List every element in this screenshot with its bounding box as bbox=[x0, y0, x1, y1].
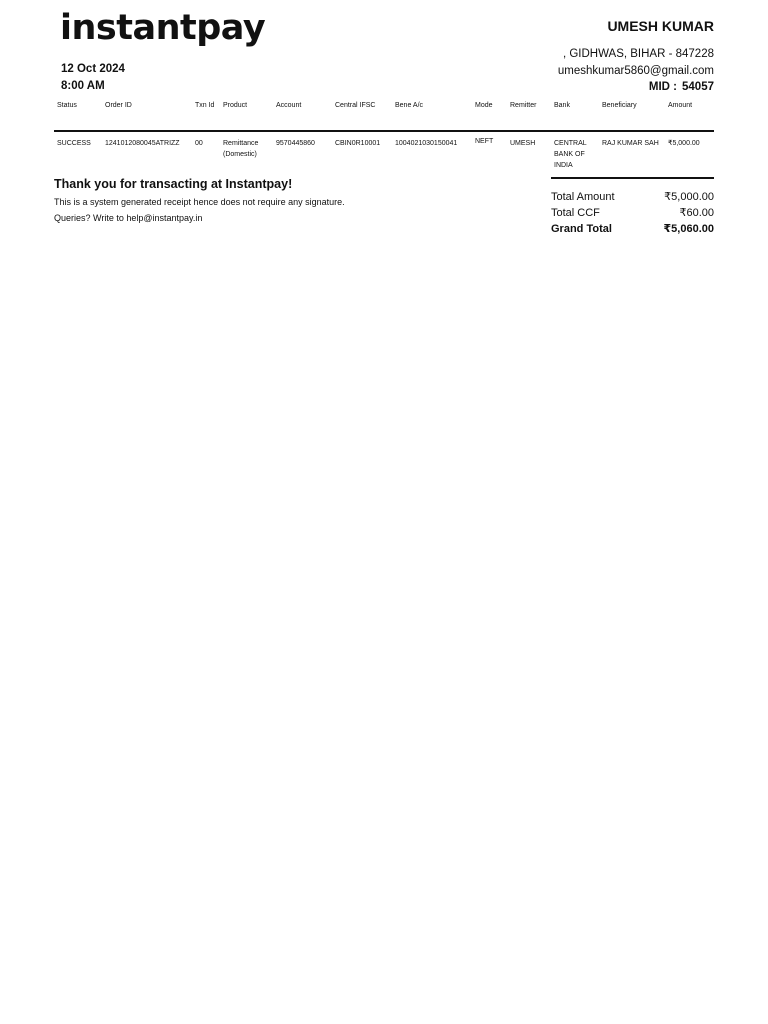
header-product: Product bbox=[220, 98, 273, 131]
instantpay-logo: instantpay bbox=[60, 8, 266, 48]
total-amount-value: ₹5,000.00 bbox=[664, 191, 714, 203]
header-txn-id: Txn Id bbox=[192, 98, 220, 131]
header-beneficiary: Beneficiary bbox=[599, 98, 665, 131]
header-amount: Amount bbox=[665, 98, 714, 131]
header-bank: Bank bbox=[551, 98, 599, 131]
grand-total-label: Grand Total bbox=[551, 223, 612, 235]
grand-total-row bbox=[551, 221, 714, 237]
merchant-name: UMESH KUMAR bbox=[607, 18, 714, 34]
cell-mode: NEFT bbox=[475, 138, 494, 145]
header-status: Status bbox=[54, 98, 102, 131]
mid-value: 54057 bbox=[682, 81, 714, 93]
total-ccf-row bbox=[551, 205, 714, 221]
cell-bank: CENTRAL BANK OF INDIA bbox=[554, 140, 587, 169]
cell-account: 9570445860 bbox=[276, 140, 315, 147]
cell-beneficiary: RAJ KUMAR SAH bbox=[602, 140, 659, 147]
cell-ifsc: CBIN0R10001 bbox=[335, 140, 381, 147]
receipt-time: 8:00 AM bbox=[61, 80, 105, 92]
header-bene-ac: Bene A/c bbox=[392, 98, 472, 131]
queries-note: Queries? Write to help@instantpay.in bbox=[54, 213, 203, 223]
table-row bbox=[54, 131, 714, 171]
cell-product: Remittance (Domestic) bbox=[223, 140, 259, 158]
header-account: Account bbox=[273, 98, 332, 131]
merchant-email: umeshkumar5860@gmail.com bbox=[557, 65, 714, 77]
total-ccf-label: Total CCF bbox=[551, 207, 600, 219]
cell-bene-ac: 1004021030150041 bbox=[395, 140, 458, 147]
table-header-row bbox=[54, 98, 714, 131]
cell-order-id: 1241012080045ATRIZZ bbox=[105, 140, 180, 147]
transaction-table bbox=[54, 98, 714, 171]
mid-label: MID : bbox=[648, 81, 678, 93]
thank-you-message: Thank you for transacting at Instantpay! bbox=[54, 177, 293, 191]
cell-amount: ₹5,000.00 bbox=[668, 140, 700, 147]
total-amount-row bbox=[551, 189, 714, 205]
header-remitter: Remitter bbox=[507, 98, 551, 131]
header-central-ifsc: Central IFSC bbox=[332, 98, 392, 131]
merchant-mid bbox=[649, 81, 714, 93]
totals-summary bbox=[551, 177, 714, 237]
grand-total-value: ₹5,060.00 bbox=[663, 223, 714, 235]
header-order-id: Order ID bbox=[102, 98, 192, 131]
system-generated-note: This is a system generated receipt hence does not require any signature. bbox=[54, 197, 345, 207]
total-amount-label: Total Amount bbox=[551, 191, 615, 203]
receipt-date: 12 Oct 2024 bbox=[61, 63, 125, 75]
header-mode: Mode bbox=[472, 98, 507, 131]
total-ccf-value: ₹60.00 bbox=[679, 207, 714, 219]
cell-remitter: UMESH bbox=[510, 140, 536, 147]
cell-txn-id: 00 bbox=[195, 140, 203, 147]
cell-status: SUCCESS bbox=[57, 140, 91, 147]
merchant-address: , GIDHWAS, BIHAR - 847228 bbox=[562, 48, 714, 60]
